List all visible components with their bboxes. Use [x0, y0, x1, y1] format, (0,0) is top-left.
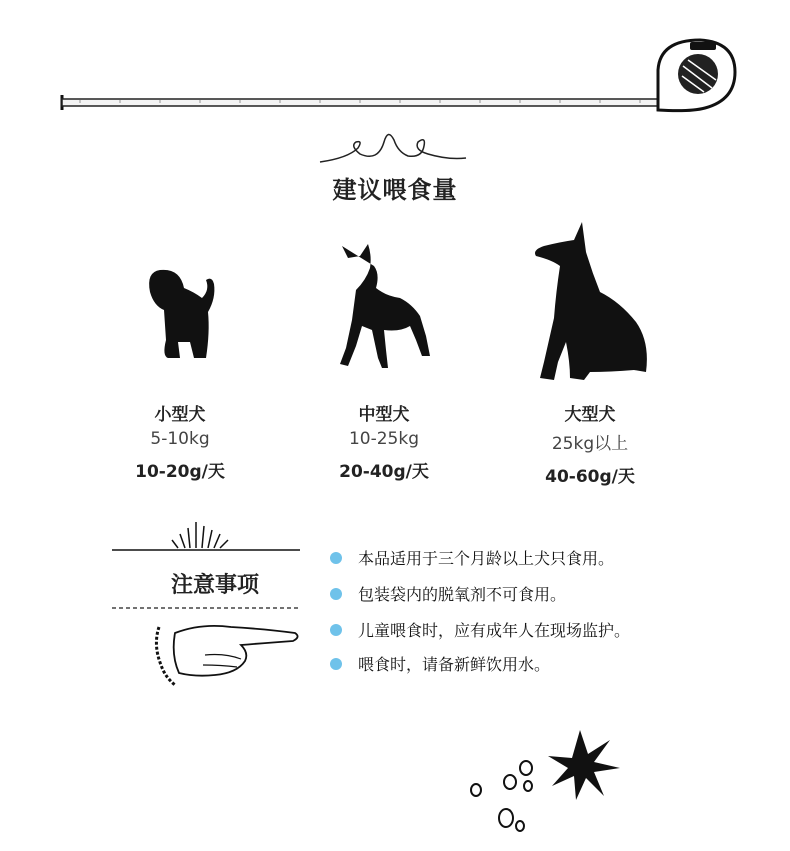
- doodle-bubbles-star-icon: [460, 720, 640, 840]
- note-item: [330, 546, 614, 569]
- bullet-dot-icon: [330, 588, 342, 600]
- note-item: [330, 618, 630, 641]
- dog-weight: 5-10kg: [150, 429, 210, 449]
- section-title: 建议喂食量: [332, 176, 458, 204]
- dog-name: 中型犬: [358, 405, 410, 425]
- note-text: 本品适用于三个月龄以上犬只食用。: [358, 549, 615, 568]
- dog-amount: 20-40g/天: [339, 462, 429, 482]
- bullet-dot-icon: [330, 552, 342, 564]
- dog-weight: 10-25kg: [348, 429, 420, 449]
- pointing-hand-icon: [145, 615, 305, 695]
- large-dog-silhouette-icon: [530, 222, 650, 382]
- sunburst-divider-icon: [110, 516, 310, 616]
- note-item: [330, 582, 566, 605]
- dog-size-large: [490, 400, 690, 487]
- dog-amount: 40-60g/天: [545, 467, 635, 487]
- dog-name: 小型犬: [154, 405, 206, 425]
- note-text: 儿童喂食时，应有成年人在现场监护。: [358, 621, 631, 640]
- note-item: [330, 652, 550, 675]
- dog-size-small: [80, 400, 280, 482]
- dog-name: 大型犬: [564, 405, 616, 425]
- dog-weight: 25kg以上: [551, 434, 629, 454]
- note-text: 包装袋内的脱氧剂不可食用。: [358, 585, 567, 604]
- dog-amount: 10-20g/天: [135, 462, 225, 482]
- bullet-dot-icon: [330, 624, 342, 636]
- bullet-dot-icon: [330, 658, 342, 670]
- title-flourish-icon: [318, 128, 468, 170]
- notes-title: 注意事项: [170, 573, 259, 598]
- dog-size-medium: [284, 400, 484, 482]
- medium-dog-silhouette-icon: [330, 240, 432, 370]
- small-dog-silhouette-icon: [140, 262, 220, 362]
- tape-measure-decoration: [0, 0, 790, 130]
- note-text: 喂食时，请备新鲜饮用水。: [358, 655, 551, 674]
